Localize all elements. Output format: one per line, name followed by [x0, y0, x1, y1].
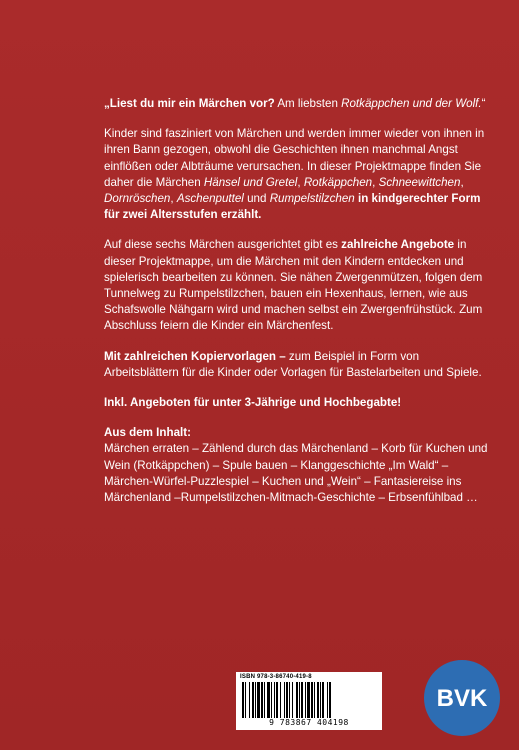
intro-italic: Rotkäppchen und der Wolf. [341, 97, 482, 110]
p1-title-1: Hänsel und Gretel [203, 175, 298, 189]
p1-sep: , [372, 175, 379, 189]
barcode-bar [245, 682, 246, 718]
p1-title-3: Schneewittchen [378, 175, 461, 189]
p3-text: zum Beispiel in Form von Arbeitsblättern für die Kinder oder Vorlagen für Bastelarbeiten und Spiele. [104, 349, 482, 379]
barcode-bar [252, 682, 254, 718]
barcode-bar [317, 682, 319, 718]
barcode-bar [301, 682, 303, 718]
barcode-bar [257, 682, 260, 718]
barcode-bar [267, 682, 270, 718]
intro-end: “ [481, 97, 486, 110]
p1-sep: , [170, 192, 177, 206]
barcode-bar [274, 682, 275, 718]
barcode-bar [322, 682, 324, 718]
paragraph-2 [104, 237, 494, 334]
barcode-bar [327, 682, 328, 718]
p1-title-6: Rumpelstilzchen [269, 192, 355, 206]
paragraph-4 [104, 395, 494, 411]
p2-bold: zahlreiche Angebote [341, 238, 455, 252]
contents-section [104, 425, 494, 506]
p1-title-4: Dornröschen [104, 192, 171, 206]
barcode-bar [305, 682, 306, 718]
barcode-bar [242, 682, 244, 718]
barcode-bar [264, 682, 265, 718]
contents-text: Märchen erraten – Zählend durch das Märchenland – Korb für Kuchen und Wein (Rotkäppchen) – Spule bauen – Klanggeschichte „Im Wald“ – Märchen-Würfel-Puzzlespiel – Kuchen und „Wein“ – Fantasiereise ins Märchenland –Rumpelstilzchen-Mitmach-Geschichte – Erbsenfühlbad … [104, 442, 488, 505]
intro-text: Am liebsten [274, 97, 342, 110]
barcode-bar [284, 682, 285, 718]
p1-bold: in kindgerechter Form für zwei Altersstufen erzählt. [104, 192, 481, 222]
barcode-bar [320, 682, 321, 718]
p2-text: Auf diese sechs Märchen ausgerichtet gibt es [104, 238, 342, 252]
barcode-bar [299, 682, 300, 718]
isbn-label: ISBN 978-3-86740-419-8 [240, 674, 312, 680]
barcode-bar [329, 682, 331, 718]
p1-text: Kinder sind fasziniert von Märchen und werden immer wieder von ihnen in ihren Bann gezogen, obwohl die Geschichten ihnen manchmal Angst einflößen oder Albträume verursachen. In dieser Projektmappe finden Sie daher die Märchen [104, 127, 485, 189]
p1-sep: , [460, 175, 464, 189]
barcode-bar [255, 682, 256, 718]
barcode-digits: 9 783867 404198 [269, 718, 349, 727]
intro-quote [104, 96, 494, 112]
barcode-bar [271, 682, 272, 718]
p4-bold: Inkl. Angeboten für unter 3-Jährige und Hochbegabte! [104, 396, 402, 410]
p1-sep: , [297, 175, 304, 189]
barcode-bar [307, 682, 310, 718]
paragraph-3 [104, 349, 494, 381]
paragraph-1 [104, 126, 494, 223]
barcode-bars [242, 682, 376, 718]
barcode-bar [276, 682, 278, 718]
intro-question: „Liest du mir ein Märchen vor? [104, 97, 275, 110]
barcode-bar [296, 682, 298, 718]
barcode-bar [249, 682, 250, 718]
p2-text-2: in dieser Projektmappe, um die Märchen mit den Kindern entdecken und spielerisch bearbeiten zu können. Sie nähen Zwergenmützen, folgen dem Tunnelweg zu Rumpelstilzchen, bauen ein Hexenhaus, lernen, wie aus Schafswolle Nähgarn wird und machen selbst ein Zwergenfrühstück. Zum Abschluss feiern die Kinder ein Märchenfest. [104, 238, 483, 333]
barcode-bar [289, 682, 290, 718]
p1-title-2: Rotkäppchen [303, 175, 373, 189]
barcode-bar [314, 682, 315, 718]
p1-sep: und [243, 192, 270, 206]
logo-text: BVK [436, 685, 488, 712]
isbn-barcode [236, 672, 382, 730]
p3-bold: Mit zahlreichen Kopiervorlagen – [104, 349, 286, 363]
bvk-logo [418, 652, 506, 740]
p1-title-5: Aschenputtel [176, 192, 244, 206]
cover-text [104, 96, 494, 520]
barcode-bar [292, 682, 293, 718]
barcode-bar [286, 682, 288, 718]
barcode-bar [280, 682, 281, 718]
barcode-bar [261, 682, 263, 718]
barcode-bar [311, 682, 313, 718]
contents-heading: Aus dem Inhalt: [104, 426, 191, 440]
